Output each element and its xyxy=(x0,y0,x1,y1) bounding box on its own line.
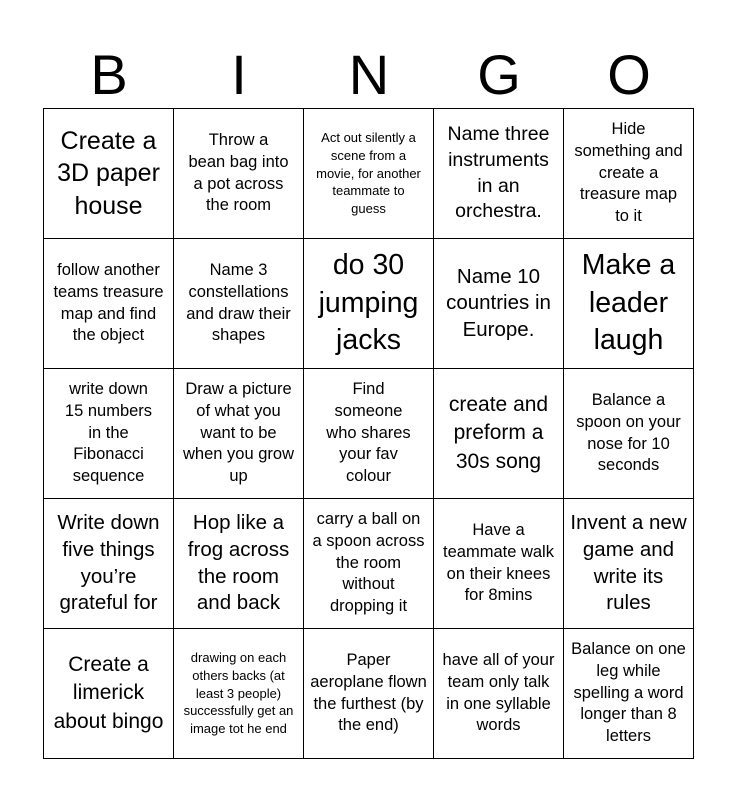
bingo-cell[interactable] xyxy=(434,629,564,759)
bingo-cell[interactable] xyxy=(564,239,694,369)
bingo-cell[interactable] xyxy=(174,239,304,369)
bingo-cell[interactable] xyxy=(44,239,174,369)
bingo-cell[interactable] xyxy=(174,369,304,499)
bingo-cell[interactable] xyxy=(304,629,434,759)
bingo-cell[interactable] xyxy=(434,369,564,499)
cell-text: Act out silently a scene from a movie, for another teammate to guess xyxy=(316,129,421,217)
bingo-cell[interactable] xyxy=(44,109,174,239)
bingo-cell[interactable] xyxy=(44,499,174,629)
cell-text: Name three instruments in an orchestra. xyxy=(447,122,550,223)
header-letter-b: B xyxy=(90,43,128,106)
bingo-cell[interactable] xyxy=(174,629,304,759)
cell-text: Draw a picture of what you want to be when you grow up xyxy=(183,379,294,486)
bingo-cell[interactable] xyxy=(564,369,694,499)
cell-text: have all of your team only talk in one syllable words xyxy=(442,650,555,735)
bingo-cell[interactable] xyxy=(174,109,304,239)
bingo-grid xyxy=(43,108,694,759)
bingo-cell[interactable] xyxy=(434,109,564,239)
bingo-cell[interactable] xyxy=(304,369,434,499)
cell-text: Balance on one leg while spelling a word longer than 8 letters xyxy=(571,639,686,746)
cell-text: Make a leader laugh xyxy=(581,248,676,357)
bingo-header xyxy=(44,42,694,108)
bingo-cell[interactable] xyxy=(564,499,694,629)
cell-text: Hide something and create a treasure map to it xyxy=(574,119,683,226)
bingo-cell[interactable] xyxy=(174,499,304,629)
cell-text: Name 3 constellations and draw their shapes xyxy=(186,260,291,345)
cell-text: Write down five things you’re grateful for xyxy=(57,511,160,615)
bingo-cell[interactable] xyxy=(564,629,694,759)
header-letter-g: G xyxy=(477,43,521,106)
cell-text: create and preform a 30s song xyxy=(448,392,549,473)
header-letter-i: I xyxy=(231,43,247,106)
bingo-cell[interactable] xyxy=(44,629,174,759)
bingo-cell[interactable] xyxy=(564,109,694,239)
cell-text: Have a teammate walk on their knees for 8mins xyxy=(443,520,554,605)
cell-text: follow another teams treasure map and find the object xyxy=(53,260,164,345)
cell-text: Name 10 countries in Europe. xyxy=(446,264,551,341)
bingo-cell[interactable] xyxy=(434,499,564,629)
header-letter-n: N xyxy=(348,43,390,106)
bingo-cell[interactable] xyxy=(44,369,174,499)
cell-text: Invent a new game and write its rules xyxy=(570,511,687,615)
cell-text: carry a ball on a spoon across the room without dropping it xyxy=(312,509,425,616)
cell-text: Balance a spoon on your nose for 10 seconds xyxy=(576,390,681,475)
cell-text: drawing on each others backs (at least 3 people) successfully get an image tot he end xyxy=(183,649,294,737)
bingo-cell[interactable] xyxy=(304,239,434,369)
cell-text: Hop like a frog across the room and back xyxy=(187,511,290,615)
cell-text: Create a 3D paper house xyxy=(57,126,160,220)
cell-text: do 30 jumping jacks xyxy=(318,248,419,357)
header-letter-o: O xyxy=(607,43,651,106)
cell-text: Find someone who shares your fav colour xyxy=(326,379,411,486)
cell-text: write down 15 numbers in the Fibonacci sequence xyxy=(64,379,153,486)
cell-text: Throw a bean bag into a pot across the room xyxy=(188,130,289,215)
bingo-cell[interactable] xyxy=(304,109,434,239)
cell-text: Paper aeroplane flown the furthest (by the end) xyxy=(310,650,427,735)
bingo-cell[interactable] xyxy=(304,499,434,629)
bingo-cell[interactable] xyxy=(434,239,564,369)
cell-text: Create a limerick about bingo xyxy=(53,652,164,733)
